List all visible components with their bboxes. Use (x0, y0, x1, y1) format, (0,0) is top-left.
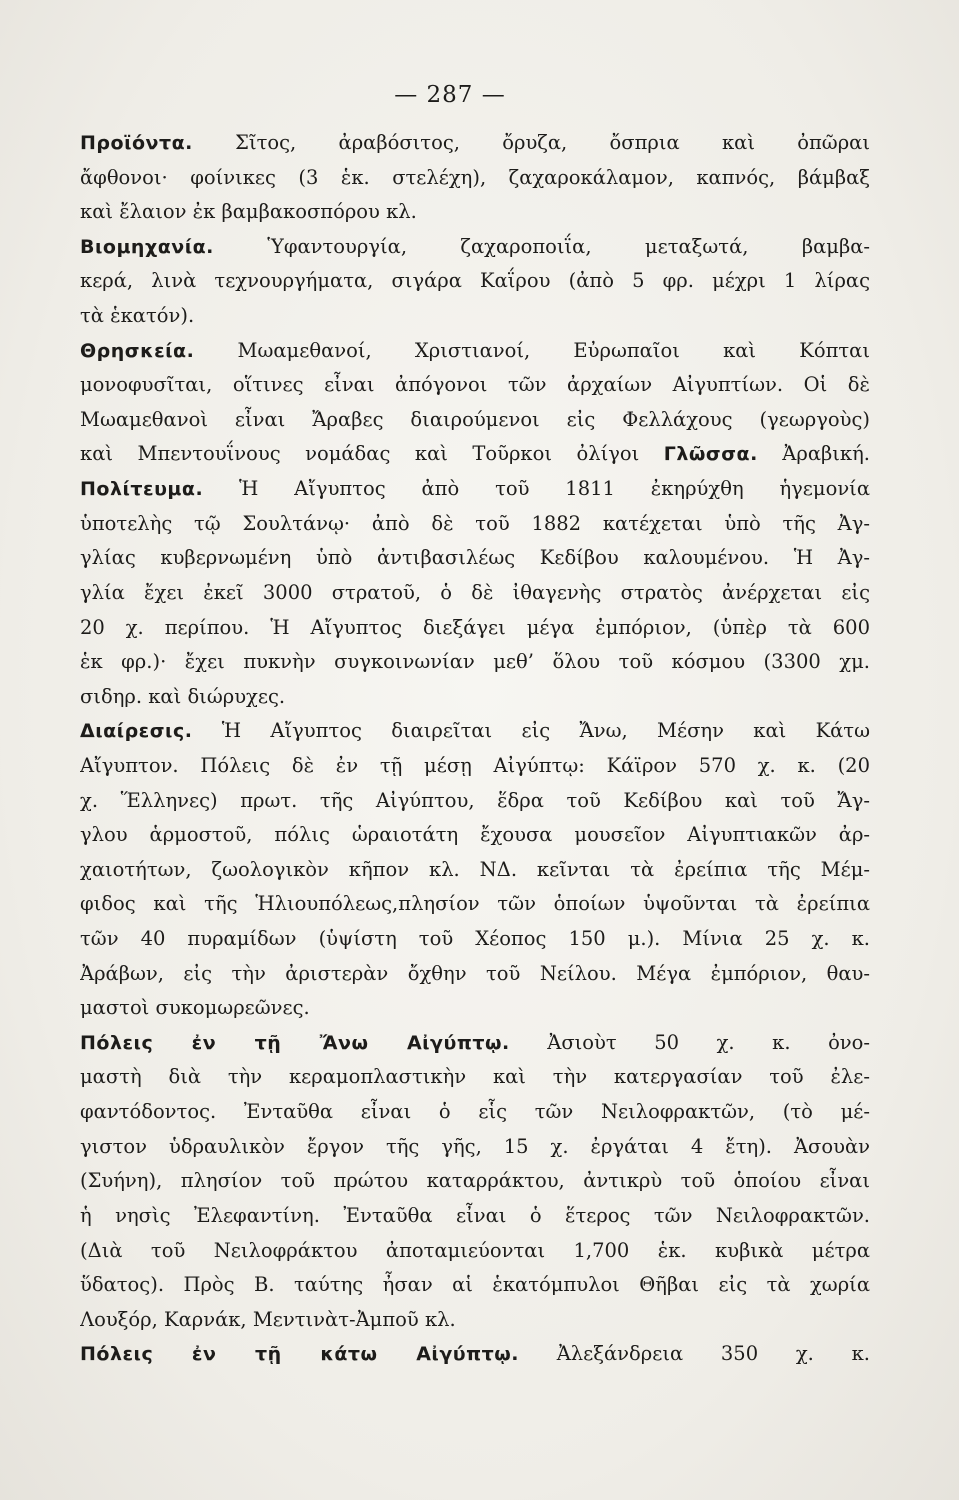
text-line (80, 991, 870, 1026)
line-text: μαστὴ διὰ τὴν κεραμοπλαστικὴν καὶ τὴν κατεργασίαν τοῦ ἐλε- (80, 1065, 870, 1089)
line-text: (Συήνη), πλησίον τοῦ πρώτου καταρράκτου, ἀντικρὺ τοῦ ὁποίου εἶναι (80, 1169, 870, 1193)
text-line (80, 1130, 870, 1165)
text-line (80, 1337, 870, 1372)
line-text: χ. Ἕλληνες) πρωτ. τῆς Αἰγύπτου, ἕδρα τοῦ Κεδίβου καὶ τοῦ Ἄγ- (80, 788, 870, 812)
line-text: σιδηρ. καὶ διώρυχες. (80, 684, 286, 708)
text-line (80, 714, 870, 749)
text-line (80, 887, 870, 922)
text-line (80, 1234, 870, 1269)
line-text: κερά, λινὰ τεχνουργήματα, σιγάρα Καΐρου (ἀπὸ 5 φρ. μέχρι 1 λίρας (80, 269, 870, 293)
line-text: Ἡ Αἴγυπτος διαιρεῖται εἰς Ἄνω, Μέσην καὶ Κάτω (192, 719, 870, 743)
section-heading: Πόλεις ἐν τῇ κάτω Αἰγύπτῳ. (80, 1343, 519, 1366)
text-line (80, 368, 870, 403)
text-line (80, 1095, 870, 1130)
section-heading: Προϊόντα. (80, 132, 193, 154)
line-text: καὶ ἔλαιον ἐκ βαμβακοσπόρου κλ. (80, 200, 417, 224)
text-line (80, 541, 870, 576)
line-text: Αἴγυπτον. Πόλεις δὲ ἐν τῇ μέσῃ Αἰγύπτῳ: Κάϊρον 570 χ. κ. (20 (80, 753, 870, 777)
line-text: Ἀράβων, εἰς τὴν ἀριστερὰν ὄχθην τοῦ Νείλου. Μέγα ἐμπόριον, θαυ- (80, 961, 870, 985)
line-text: ὕδατος). Πρὸς Β. ταύτης ἦσαν αἱ ἑκατόμπυλοι Θῆβαι εἰς τὰ χωρία (80, 1273, 870, 1297)
text-line (80, 1026, 870, 1061)
line-text: ὑποτελὴς τῷ Σουλτάνῳ· ἀπὸ δὲ τοῦ 1882 κατέχεται ὑπὸ τῆς Ἀγ- (80, 511, 870, 535)
text-line (80, 1199, 870, 1234)
line-text: 20 χ. περίπου. Ἡ Αἴγυπτος διεξάγει μέγα ἐμπόριον, (ὑπὲρ τὰ 600 (80, 615, 870, 639)
text-line (80, 818, 870, 853)
text-line (80, 853, 870, 888)
text-line (80, 195, 870, 230)
text-line (80, 922, 870, 957)
line-text: φιδος καὶ τῆς Ἡλιουπόλεως,πλησίον τῶν ὁποίων ὑψοῦνται τὰ ἐρείπια (80, 892, 870, 916)
text-line (80, 1303, 870, 1338)
text-line (80, 264, 870, 299)
line-text: Μωαμεθανοί, Χριστιανοί, Εὐρωπαῖοι καὶ Κόπται (194, 338, 870, 362)
text-line (80, 957, 870, 992)
line-text: Ἀσιοὺτ 50 χ. κ. ὀνο- (509, 1030, 870, 1054)
section-heading: Γλῶσσα. (663, 443, 758, 466)
line-text: τῶν 40 πυραμίδων (ὑψίστη τοῦ Χέοπος 150 μ.). Μίνια 25 χ. κ. (80, 927, 870, 951)
line-text: γλου ἁρμοστοῦ, πόλις ὡραιοτάτη ἔχουσα μουσεῖον Αἰγυπτιακῶν ἀρ- (80, 823, 870, 847)
line-text: Ὑφαντουργία, ζαχαροποιΐα, μεταξωτά, βαμβα- (213, 234, 870, 258)
line-text: ἡ νησὶς Ἐλεφαντίνη. Ἐνταῦθα εἶναι ὁ ἕτερος τῶν Νειλοφρακτῶν. (80, 1203, 870, 1227)
line-text: φαντόδοντος. Ἐνταῦθα εἶναι ὁ εἷς τῶν Νειλοφρακτῶν, (τὸ μέ- (80, 1100, 870, 1124)
line-text: Ἡ Αἴγυπτος ἀπὸ τοῦ 1811 ἐκηρύχθη ἡγεμονία (203, 477, 870, 501)
text-line (80, 161, 870, 196)
body-text (80, 126, 870, 1372)
section-heading: Πολίτευμα. (80, 478, 204, 501)
line-text: γλίας κυβερνωμένη ὑπὸ ἀντιβασιλέως Κεδίβου καλουμένου. Ἡ Ἀγ- (80, 546, 870, 570)
text-line (80, 611, 870, 646)
line-text: γλία ἔχει ἐκεῖ 3000 στρατοῦ, ὁ δὲ ἰθαγενὴς στρατὸς ἀνέρχεται εἰς (80, 580, 870, 604)
text-line (80, 230, 870, 265)
line-text: ἄφθονοι· φοίνικες (3 ἑκ. στελέχη), ζαχαροκάλαμον, καπνός, βάμβαξ (80, 165, 870, 189)
line-text: χαιοτήτων, ζωολογικὸν κῆπον κλ. ΝΔ. κεῖνται τὰ ἐρείπια τῆς Μέμ- (80, 857, 870, 881)
section-heading: Βιομηχανία. (80, 235, 214, 258)
line-text: Σῖτος, ἀραβόσιτος, ὄρυζα, ὄσπρια καὶ ὀπῶραι (192, 131, 870, 154)
text-line (80, 645, 870, 680)
text-line (80, 437, 870, 472)
section-heading: Θρησκεία. (80, 339, 195, 362)
text-line (80, 472, 870, 507)
text-line (80, 299, 870, 334)
section-heading: Διαίρεσις. (80, 720, 193, 743)
line-text: τὰ ἑκατόν). (80, 304, 195, 328)
section-heading: Πόλεις ἐν τῇ Ἄνω Αἰγύπτῳ. (80, 1031, 510, 1054)
text-line (80, 784, 870, 819)
text-line (80, 1060, 870, 1095)
text-line (80, 680, 870, 715)
line-text: (Διὰ τοῦ Νειλοφράκτου ἀποταμιεύονται 1,700 ἑκ. κυβικὰ μέτρα (80, 1238, 870, 1262)
text-line (80, 749, 870, 784)
line-text: Λουξόρ, Καρνάκ, Μεντινὰτ-Ἀμποῦ κλ. (80, 1307, 456, 1331)
line-text: ἑκ φρ.)· ἔχει πυκνὴν συγκοινωνίαν μεθ’ ὅλου τοῦ κόσμου (3300 χμ. (80, 650, 870, 674)
line-text: γιστον ὑδραυλικὸν ἔργον τῆς γῆς, 15 χ. ἐργάται 4 ἔτη). Ἀσουὰν (80, 1134, 870, 1158)
line-text: Μωαμεθανοὶ εἶναι Ἄραβες διαιρούμενοι εἰς Φελλάχους (γεωργοὺς) (80, 407, 870, 431)
text-line (80, 1164, 870, 1199)
line-text: μονοφυσῖται, οἵτινες εἶναι ἀπόγονοι τῶν ἀρχαίων Αἰγυπτίων. Οἱ δὲ (80, 373, 870, 397)
text-line (80, 1268, 870, 1303)
line-text: Ἀραβική. (757, 442, 870, 466)
text-line (80, 576, 870, 611)
text-line (80, 403, 870, 438)
line-text: μαστοὶ συκομωρεῶνες. (80, 996, 310, 1020)
line-text: Ἀλεξάνδρεια 350 χ. κ. (518, 1342, 870, 1366)
text-line (80, 126, 870, 161)
text-line (80, 334, 870, 369)
text-line (80, 507, 870, 542)
page-number: — 287 — (394, 82, 506, 108)
line-text: καὶ Μπεντουΐνους νομάδας καὶ Τοῦρκοι ὀλίγοι (80, 442, 664, 466)
